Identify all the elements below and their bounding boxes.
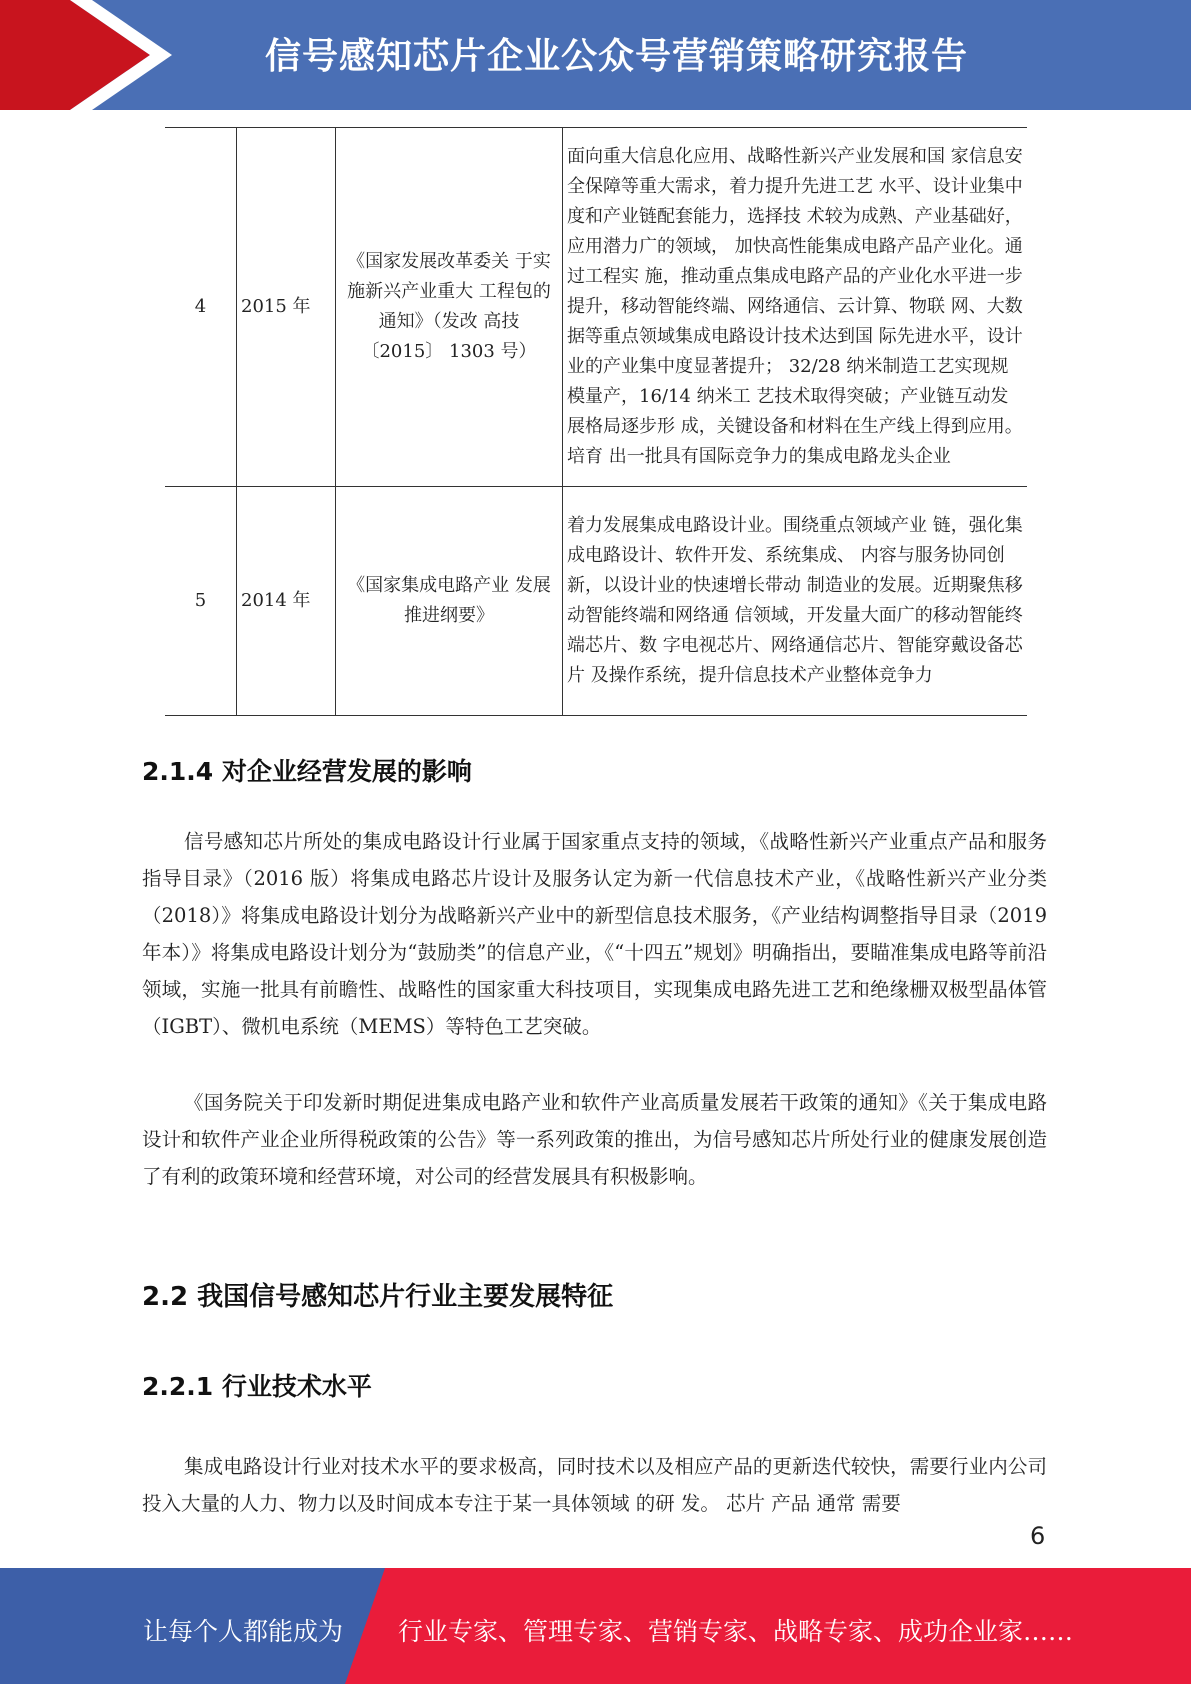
- paragraph: 《国务院关于印发新时期促进集成电路产业和软件产业高质量发展若干政策的通知》《关于集成电路设计和软件产业企业所得税政策的公告》等一系列政策的推出，为信号感知芯片所处行业的健康发展创造了有利的政策环境和经营环境，对公司的经营发展具有积极影响。: [142, 1091, 1047, 1188]
- section-heading-2-2-1: 2.2.1 行业技术水平: [142, 1372, 372, 1401]
- row-document: 《国家发展改革委关 于实施新兴产业重大 工程包的通知》（发改 高技〔2015〕 1303 号）: [336, 128, 563, 487]
- paragraph: 集成电路设计行业对技术水平的要求极高，同时技术以及相应产品的更新迭代较快，需要行业内公司投入大量的人力、物力以及时间成本专注于某一具体领域 的研 发。 芯片 产品 通常 需要: [142, 1455, 1047, 1515]
- page-footer: [0, 1568, 1191, 1684]
- row-year: 2015 年: [237, 128, 336, 487]
- section-heading-2-2: 2.2 我国信号感知芯片行业主要发展特征: [142, 1282, 614, 1312]
- page-header: [0, 0, 1191, 110]
- table-row: [165, 487, 1027, 716]
- row-document: 《国家集成电路产业 发展推进纲要》: [336, 487, 563, 716]
- footer-slogan-left: 让每个人都能成为: [143, 1617, 344, 1646]
- row-number: 5: [165, 487, 237, 716]
- row-number: 4: [165, 128, 237, 487]
- row-year: 2014 年: [237, 487, 336, 716]
- row-content: 面向重大信息化应用、战略性新兴产业发展和国 家信息安全保障等重大需求，着力提升先进工艺 水平、设计业集中度和产业链配套能力，选择技 术较为成熟、产业基础好，应用潜力广的领域， 加快高性能集成电路产品产业化。通过工程实 施，推动重点集成电路产品的产业化水平进一步提升，移动智能终端、网络通信、云计算、物联 网、大数据等重点领域集成电路设计技术达到国 际先进水平，设计业的产业集中度显著提升； 32/28 纳米制造工艺实现规模量产，16/14 纳米工 艺技术取得突破；产业链互动发展格局逐步形 成，关键设备和材料在生产线上得到应用。培育 出一批具有国际竞争力的集成电路龙头企业: [563, 128, 1028, 487]
- footer-slogan-right: 行业专家、管理专家、营销专家、战略专家、成功企业家……: [398, 1617, 1074, 1646]
- header-title: 信号感知芯片企业公众号营销策略研究报告: [265, 36, 969, 77]
- section-heading-2-1-4: 2.1.4 对企业经营发展的影响: [142, 757, 472, 786]
- paragraph: 信号感知芯片所处的集成电路设计行业属于国家重点支持的领域，《战略性新兴产业重点产品和服务指导目录》（2016 版）将集成电路芯片设计及服务认定为新一代信息技术产业，《战略性新兴产业分类（2018）》将集成电路设计划分为战略新兴产业中的新型信息技术服务，《产业结构调整指导目录（2019 年本）》将集成电路设计划分为“鼓励类”的信息产业，《“十四五”规划》明确指出，要瞄准集成电路等前沿领域，实施一批具有前瞻性、战略性的国家重大科技项目，实现集成电路先进工艺和绝缘栅双极型晶体管（IGBT）、微机电系统（MEMS）等特色工艺突破。: [142, 830, 1047, 1038]
- policy-table: [165, 127, 1027, 716]
- table-row: [165, 128, 1027, 487]
- page-number: 6: [1030, 1522, 1046, 1550]
- row-content: 着力发展集成电路设计业。围绕重点领域产业 链，强化集成电路设计、软件开发、系统集成、 内容与服务协同创新，以设计业的快速增长带动 制造业的发展。近期聚焦移动智能终端和网络通 信领域，开发量大面广的移动智能终端芯片、数 字电视芯片、网络通信芯片、智能穿戴设备芯片 及操作系统，提升信息技术产业整体竞争力: [563, 487, 1028, 716]
